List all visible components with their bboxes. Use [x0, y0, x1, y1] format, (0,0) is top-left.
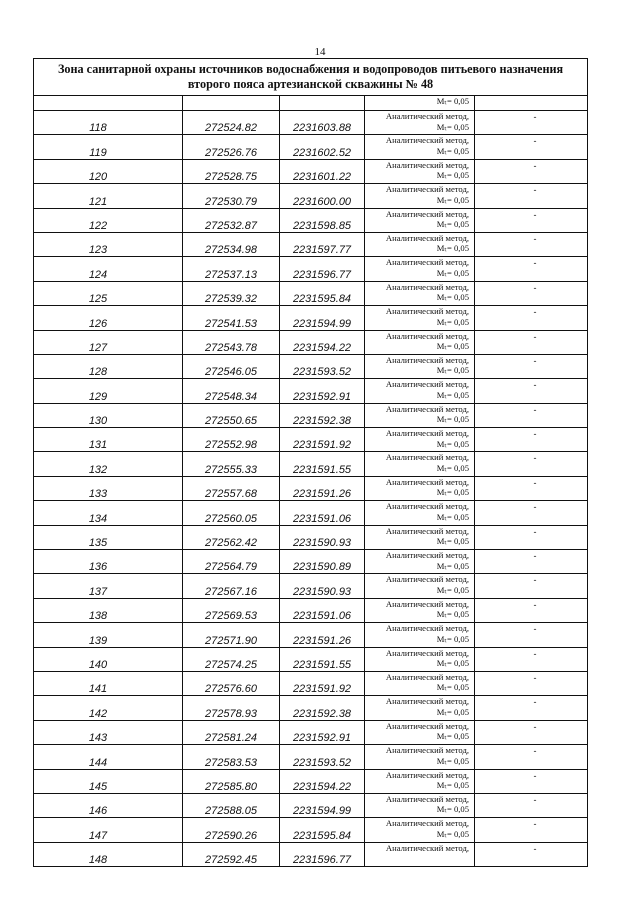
page-number: 14 [314, 46, 326, 58]
method-name: Аналитический метод, [385, 159, 469, 170]
accuracy-mark: - [475, 281, 588, 305]
cell-empty [183, 96, 280, 111]
point-number: 123 [34, 232, 183, 256]
accuracy-mark: - [475, 501, 588, 525]
coordinate-y: 2231593.52 [280, 745, 365, 769]
point-number: 137 [34, 574, 183, 598]
coordinate-y: 2231598.85 [280, 208, 365, 232]
coordinate-y: 2231595.84 [280, 818, 365, 842]
method-name: Аналитический метод, [385, 769, 469, 780]
coordinate-y: 2231591.92 [280, 428, 365, 452]
table-row [34, 135, 588, 159]
cell-method [365, 354, 475, 378]
cell-method [365, 696, 475, 720]
coordinate-x: 272578.93 [183, 696, 280, 720]
coordinate-y: 2231591.26 [280, 476, 365, 500]
table-row [34, 452, 588, 476]
coordinate-x: 272537.13 [183, 257, 280, 281]
coordinate-x: 272592.45 [183, 842, 280, 866]
coordinate-x: 272588.05 [183, 793, 280, 817]
accuracy-mark: - [475, 598, 588, 622]
cell-method [365, 379, 475, 403]
coordinate-x: 272576.60 [183, 671, 280, 695]
method-coefficient: Mₜ= 0,05 [436, 755, 469, 766]
cell-method [365, 574, 475, 598]
cell-method [365, 159, 475, 183]
method-name: Аналитический метод, [385, 184, 469, 195]
coordinate-y: 2231593.52 [280, 354, 365, 378]
table-row [34, 525, 588, 549]
point-number: 147 [34, 818, 183, 842]
continued-row [34, 96, 588, 111]
method-name: Аналитический метод, [385, 403, 469, 414]
point-number: 130 [34, 403, 183, 427]
cell-method [365, 720, 475, 744]
cell-method [365, 842, 475, 866]
cell-method [365, 306, 475, 330]
method-coefficient: Mₜ= 0,05 [436, 170, 469, 181]
table-row [34, 671, 588, 695]
method-name: Аналитический метод, [385, 793, 469, 804]
method-name: Аналитический метод, [385, 428, 469, 439]
cell-method [365, 501, 475, 525]
cell-method [365, 745, 475, 769]
method-coefficient: Mₜ= 0,05 [436, 804, 469, 815]
table-row [34, 647, 588, 671]
coordinate-x: 272552.98 [183, 428, 280, 452]
table-row [34, 330, 588, 354]
title-row [34, 59, 588, 96]
accuracy-mark: - [475, 428, 588, 452]
accuracy-mark: - [475, 111, 588, 135]
method-name: Аналитический метод, [385, 306, 469, 317]
accuracy-mark: - [475, 842, 588, 866]
method-coefficient: Mₜ= 0,05 [436, 828, 469, 839]
accuracy-mark: - [475, 525, 588, 549]
cell-method [365, 550, 475, 574]
method-name: Аналитический метод, [385, 354, 469, 365]
cell-method [365, 769, 475, 793]
cell-method [365, 793, 475, 817]
method-name: Аналитический метод, [385, 647, 469, 658]
coordinate-y: 2231590.89 [280, 550, 365, 574]
table-row [34, 818, 588, 842]
method-name: Аналитический метод, [385, 281, 469, 292]
cell-method [365, 647, 475, 671]
method-coefficient: Mₜ= 0,05 [436, 121, 469, 132]
accuracy-mark: - [475, 476, 588, 500]
accuracy-mark: - [475, 550, 588, 574]
point-number: 143 [34, 720, 183, 744]
accuracy-mark: - [475, 257, 588, 281]
method-coefficient: Mₜ= 0,05 [436, 633, 469, 644]
table-row [34, 379, 588, 403]
coordinate-x: 272534.98 [183, 232, 280, 256]
coordinate-x: 272528.75 [183, 159, 280, 183]
method-coefficient: Mₜ= 0,05 [436, 341, 469, 352]
accuracy-mark: - [475, 159, 588, 183]
point-number: 120 [34, 159, 183, 183]
table-row [34, 720, 588, 744]
point-number: 135 [34, 525, 183, 549]
coordinate-y: 2231590.93 [280, 574, 365, 598]
coordinate-y: 2231591.06 [280, 501, 365, 525]
table-row [34, 574, 588, 598]
cell-empty [34, 96, 183, 111]
method-name: Аналитический метод, [385, 501, 469, 512]
method-coefficient: Mₜ= 0,05 [436, 536, 469, 547]
coordinate-y: 2231603.88 [280, 111, 365, 135]
method-coefficient: Mₜ= 0,05 [436, 780, 469, 791]
coordinate-x: 272557.68 [183, 476, 280, 500]
coordinate-x: 272524.82 [183, 111, 280, 135]
point-number: 132 [34, 452, 183, 476]
method-name: Аналитический метод, [385, 232, 469, 243]
point-number: 122 [34, 208, 183, 232]
coordinate-y: 2231594.99 [280, 306, 365, 330]
cell-method [365, 135, 475, 159]
point-number: 121 [34, 184, 183, 208]
point-number: 141 [34, 671, 183, 695]
cell-method [365, 184, 475, 208]
table-row [34, 354, 588, 378]
table-row [34, 745, 588, 769]
table-row [34, 184, 588, 208]
coordinate-x: 272543.78 [183, 330, 280, 354]
coordinate-y: 2231592.91 [280, 379, 365, 403]
cell-method [365, 232, 475, 256]
table-row [34, 769, 588, 793]
coordinate-x: 272564.79 [183, 550, 280, 574]
cell-method [365, 428, 475, 452]
cell-method [365, 403, 475, 427]
coordinate-x: 272560.05 [183, 501, 280, 525]
title-line-1: Зона санитарной охраны источников водоснабжения и водопроводов питьевого назначения [57, 62, 564, 76]
coordinate-x: 272571.90 [183, 623, 280, 647]
cell-method [365, 96, 475, 111]
coordinate-x: 272574.25 [183, 647, 280, 671]
accuracy-mark: - [475, 793, 588, 817]
coordinate-y: 2231596.77 [280, 842, 365, 866]
coordinate-y: 2231591.26 [280, 623, 365, 647]
table-row [34, 476, 588, 500]
method-name: Аналитический метод, [385, 623, 469, 634]
table-title [34, 59, 588, 96]
cell-empty [280, 96, 365, 111]
table-row [34, 257, 588, 281]
method-name: Аналитический метод, [385, 525, 469, 536]
coordinate-x: 272590.26 [183, 818, 280, 842]
table-row [34, 598, 588, 622]
accuracy-mark: - [475, 403, 588, 427]
coordinate-y: 2231601.22 [280, 159, 365, 183]
table-row [34, 403, 588, 427]
coordinate-y: 2231590.93 [280, 525, 365, 549]
point-number: 125 [34, 281, 183, 305]
point-number: 131 [34, 428, 183, 452]
accuracy-mark: - [475, 720, 588, 744]
point-number: 127 [34, 330, 183, 354]
method-coefficient: Mₜ= 0,05 [436, 682, 469, 693]
coordinate-y: 2231591.55 [280, 452, 365, 476]
accuracy-mark: - [475, 452, 588, 476]
point-number: 124 [34, 257, 183, 281]
cell-method [365, 111, 475, 135]
cell-empty [475, 96, 588, 111]
method-coefficient: Mₜ= 0,05 [436, 511, 469, 522]
coordinate-x: 272583.53 [183, 745, 280, 769]
coordinate-y: 2231591.92 [280, 671, 365, 695]
table-row [34, 623, 588, 647]
coordinate-x: 272550.65 [183, 403, 280, 427]
coordinate-x: 272526.76 [183, 135, 280, 159]
method-name: Аналитический метод, [385, 671, 469, 682]
coordinates-table [33, 58, 588, 867]
method-coefficient: Mₜ= 0,05 [436, 389, 469, 400]
coordinate-y: 2231592.38 [280, 696, 365, 720]
accuracy-mark: - [475, 232, 588, 256]
coordinate-y: 2231594.22 [280, 330, 365, 354]
method-name: Аналитический метод, [385, 111, 469, 121]
method-name: Аналитический метод, [385, 818, 469, 829]
table-row [34, 281, 588, 305]
method-coefficient: Mₜ= 0,05 [436, 219, 469, 230]
accuracy-mark: - [475, 671, 588, 695]
method-coefficient: Mₜ= 0,05 [436, 487, 469, 498]
method-name: Аналитический метод, [385, 257, 469, 268]
point-number: 134 [34, 501, 183, 525]
coordinate-y: 2231595.84 [280, 281, 365, 305]
cell-method [365, 671, 475, 695]
coordinate-y: 2231596.77 [280, 257, 365, 281]
coordinate-y: 2231594.99 [280, 793, 365, 817]
accuracy-mark: - [475, 745, 588, 769]
method-coefficient: Mₜ= 0,05 [436, 414, 469, 425]
method-name: Аналитический метод, [385, 745, 469, 756]
point-number: 133 [34, 476, 183, 500]
cell-method [365, 281, 475, 305]
table-row [34, 232, 588, 256]
accuracy-mark: - [475, 330, 588, 354]
point-number: 138 [34, 598, 183, 622]
cell-method [365, 818, 475, 842]
table-row [34, 111, 588, 135]
coordinate-y: 2231602.52 [280, 135, 365, 159]
table-row [34, 842, 588, 866]
coordinate-x: 272585.80 [183, 769, 280, 793]
point-number: 118 [34, 111, 183, 135]
cell-method [365, 623, 475, 647]
cell-method [365, 476, 475, 500]
method-name: Аналитический метод, [385, 208, 469, 219]
method-coefficient: Mₜ= 0,05 [436, 731, 469, 742]
method-coefficient: Mₜ= 0,05 [436, 145, 469, 156]
accuracy-mark: - [475, 379, 588, 403]
coordinate-y: 2231600.00 [280, 184, 365, 208]
cell-method [365, 257, 475, 281]
accuracy-mark: - [475, 354, 588, 378]
table-row [34, 428, 588, 452]
method-coefficient: Mₜ= 0,05 [436, 609, 469, 620]
point-number: 136 [34, 550, 183, 574]
cell-method [365, 598, 475, 622]
coordinate-x: 272532.87 [183, 208, 280, 232]
method-coefficient: Mₜ= 0,05 [436, 194, 469, 205]
table-row [34, 159, 588, 183]
method-coefficient: Mₜ= 0,05 [436, 658, 469, 669]
point-number: 128 [34, 354, 183, 378]
method-name: Аналитический метод, [385, 696, 469, 707]
point-number: 139 [34, 623, 183, 647]
accuracy-mark: - [475, 696, 588, 720]
cell-method [365, 208, 475, 232]
cell-method [365, 330, 475, 354]
cell-method [365, 525, 475, 549]
coordinate-y: 2231597.77 [280, 232, 365, 256]
method-coefficient: Mₜ= 0,05 [436, 560, 469, 571]
accuracy-mark: - [475, 647, 588, 671]
table-row [34, 208, 588, 232]
coordinate-y: 2231592.38 [280, 403, 365, 427]
accuracy-mark: - [475, 208, 588, 232]
method-name: Аналитический метод, [385, 574, 469, 585]
method-name: Аналитический метод, [385, 330, 469, 341]
accuracy-mark: - [475, 306, 588, 330]
coordinate-x: 272530.79 [183, 184, 280, 208]
coordinate-x: 272555.33 [183, 452, 280, 476]
coordinate-x: 272548.34 [183, 379, 280, 403]
coordinate-y: 2231592.91 [280, 720, 365, 744]
method-name: Аналитический метод, [385, 452, 469, 463]
method-name: Аналитический метод, [385, 720, 469, 731]
coordinate-x: 272562.42 [183, 525, 280, 549]
method-name: Аналитический метод, [385, 379, 469, 390]
coordinate-x: 272541.53 [183, 306, 280, 330]
point-number: 126 [34, 306, 183, 330]
coordinate-y: 2231591.06 [280, 598, 365, 622]
cell-method [365, 452, 475, 476]
method-coefficient: Mₜ= 0,05 [436, 243, 469, 254]
method-coefficient: Mₜ= 0,05 [436, 267, 469, 278]
table-row [34, 793, 588, 817]
method-coefficient: Mₜ= 0,05 [436, 96, 469, 106]
point-number: 129 [34, 379, 183, 403]
title-line-2: второго пояса артезианской скважины № 48 [187, 77, 434, 91]
method-name: Аналитический метод, [385, 135, 469, 146]
method-name: Аналитический метод, [385, 550, 469, 561]
method-coefficient: Mₜ= 0,05 [436, 462, 469, 473]
method-coefficient: Mₜ= 0,05 [436, 292, 469, 303]
method-coefficient: Mₜ= 0,05 [436, 316, 469, 327]
accuracy-mark: - [475, 135, 588, 159]
coordinate-x: 272567.16 [183, 574, 280, 598]
coordinate-y: 2231594.22 [280, 769, 365, 793]
accuracy-mark: - [475, 818, 588, 842]
method-coefficient: Mₜ= 0,05 [436, 706, 469, 717]
point-number: 145 [34, 769, 183, 793]
point-number: 140 [34, 647, 183, 671]
point-number: 144 [34, 745, 183, 769]
coordinate-x: 272539.32 [183, 281, 280, 305]
accuracy-mark: - [475, 574, 588, 598]
table-row [34, 306, 588, 330]
table-row [34, 696, 588, 720]
point-number: 142 [34, 696, 183, 720]
table-row [34, 501, 588, 525]
coordinate-x: 272546.05 [183, 354, 280, 378]
method-coefficient: Mₜ= 0,05 [436, 365, 469, 376]
method-name: Аналитический метод, [385, 476, 469, 487]
point-number: 119 [34, 135, 183, 159]
method-name: Аналитический метод, [385, 842, 469, 853]
coordinate-y: 2231591.55 [280, 647, 365, 671]
accuracy-mark: - [475, 769, 588, 793]
coordinate-x: 272569.53 [183, 598, 280, 622]
accuracy-mark: - [475, 184, 588, 208]
method-name: Аналитический метод, [385, 598, 469, 609]
point-number: 146 [34, 793, 183, 817]
table-row [34, 550, 588, 574]
coordinate-x: 272581.24 [183, 720, 280, 744]
point-number: 148 [34, 842, 183, 866]
accuracy-mark: - [475, 623, 588, 647]
method-coefficient: Mₜ= 0,05 [436, 438, 469, 449]
method-coefficient: Mₜ= 0,05 [436, 584, 469, 595]
